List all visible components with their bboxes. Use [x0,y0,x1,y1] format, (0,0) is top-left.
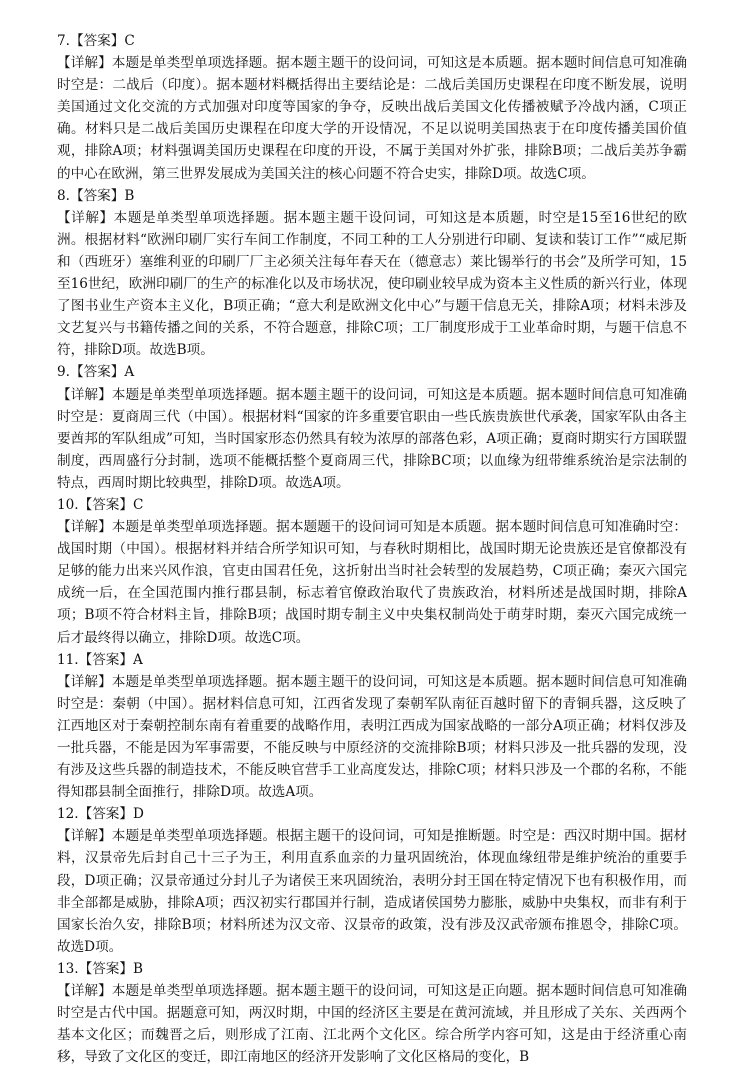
question-10 [57,494,687,649]
explanation-paragraph: 【详解】本题是单类型单项选择题。据本题主题干的设问词，可知这是本质题。据本题时间信息可知准确时空是：夏商周三代（中国）。根据材料“国家的许多重要官职由一些氏族贵族世代承袭，国家军队由各主要酋邦的军队组成”可知，当时国家形态仍然具有较为浓厚的部落色彩，A项正确；夏商时期实行方国联盟制度，西周盛行分封制，选项不能概括整个夏商周三代，排除BC项；以血缘为纽带维系统治是宗法制的特点，西周时期比较典型，排除D项。故选A项。 [57,386,687,491]
question-7 [57,30,687,185]
explanation-paragraph: 【详解】本题是单类型单项选择题。据本题主题干设问词，可知这是本质题，时空是15至16世纪的欧洲。根据材料“欧洲印刷厂实行车间工作制度，不同工种的工人分别进行印刷、复读和装订工作”“威尼斯和（西班牙）塞维利亚的印刷厂厂主必须关注每年春天在（德意志）莱比锡举行的书会”及所学可知，15至16世纪，欧洲印刷厂的生产的标准化以及市场状况，使印刷业较早成为资本主义性质的新兴行业，体现了图书业生产资本主义化，B项正确；“意大利是欧洲文化中心”与题干信息无关，排除A项；材料未涉及文艺复兴与书籍传播之间的关系，不符合题意，排除C项；工厂制度形成于工业革命时期，与题干信息不符，排除D项。故选B项。 [57,209,687,359]
explanation-paragraph: 【详解】本题是单类型单项选择题。据本题题干的设问词可知是本质题。据本题时间信息可知准确时空：战国时期（中国）。根据材料并结合所学知识可知，与春秋时期相比，战国时期无论贵族还是官僚都没有足够的能力出来兴风作浪，官吏由国君任免，这折射出当时社会转型的发展趋势，C项正确；秦灭六国完成统一后，在全国范围内推行郡县制，标志着官僚政治取代了贵族政治，材料所述是战国时期，排除A项；B项不符合材料主旨，排除B项；战国时期专制主义中央集权制尚处于萌芽时期，秦灭六国完成统一后才最终得以确立，排除D项。故选C项。 [57,519,687,646]
answer-line: 11.【答案】A [57,651,143,668]
explanation-paragraph: 【详解】本题是单类型单项选择题。据本题主题干的设问词，可知这是正向题。据本题时间信息可知准确时空是古代中国。据题意可知，两汉时期，中国的经济区主要是在黄河流域，并且形成了关东、关西两个基本文化区；而魏晋之后，则形成了江南、江北两个文化区。综合所学内容可知，这是由于经济重心南移，导致了文化区的变迁，即江南地区的经济开发影响了文化区格局的变化，B [57,983,687,1066]
explanation-paragraph: 【详解】本题是单类型单项选择题。据本题主题干的设问词，可知这是本质题。据本题时间信息可知准确时空是：秦朝（中国）。据材料信息可知，江西省发现了秦朝军队南征百越时留下的青铜兵器，这反映了江西地区对于秦朝控制东南有着重要的战略作用，表明江西成为国家战略的一部分A项正确；材料仅涉及一批兵器，不能是因为军事需要，不能反映与中原经济的交流排除B项；材料只涉及一批兵器的发现，没有涉及这些兵器的制造技术，不能反映官营手工业高度发达，排除C项；材料只涉及一个郡的名称，不能得知郡县制全面推行，排除D项。故选A项。 [57,673,687,801]
question-11 [57,649,687,804]
question-12 [57,803,687,958]
question-9 [57,361,687,494]
answer-line: 9.【答案】A [57,364,135,381]
answer-line: 13.【答案】B [57,960,143,977]
question-13 [57,958,687,1068]
answer-line: 8.【答案】B [57,187,135,204]
answer-line: 12.【答案】D [57,806,144,823]
answer-line: 10.【答案】C [57,496,144,513]
explanation-paragraph: 【详解】本题是单类型单项选择题。根据主题干的设问词，可知是推断题。时空是：西汉时期中国。据材料，汉景帝先后封自己十三子为王，利用直系血亲的力量巩固统治，体现血缘纽带是维护统治的重要手段，D项正确；汉景帝通过分封儿子为诸侯王来巩固统治，表明分封王国在特定情况下也有积极作用，而非全部都是威胁，排除A项；西汉初实行郡国并行制，造成诸侯国势力膨胀，威胁中央集权，而非有利于国家长治久安，排除B项；材料所述为汉文帝、汉景帝的政策，没有涉及汉武帝颁布推恩令，排除C项。故选D项。 [57,828,687,955]
question-8 [57,185,687,362]
explanation-paragraph: 【详解】本题是单类型单项选择题。据本题主题干的设问词，可知这是本质题。据本题时间信息可知准确时空是：二战后（印度）。据本题材料概括得出主要结论是：二战后美国历史课程在印度不断发展，说明美国通过文化交流的方式加强对印度等国家的争夺，反映出战后美国文化传播被赋予冷战内涵，C项正确。材料只是二战后美国历史课程在印度大学的开设情况，不足以说明美国热衷于在印度传播美国价值观，排除A项；材料强调美国历史课程在印度的开设，不属于美国对外扩张，排除B项；二战后美苏争霸的中心在欧洲，第三世界发展成为美国关注的核心问题不符合史实，排除D项。故选C项。 [57,55,687,182]
answer-line: 7.【答案】C [57,33,135,49]
